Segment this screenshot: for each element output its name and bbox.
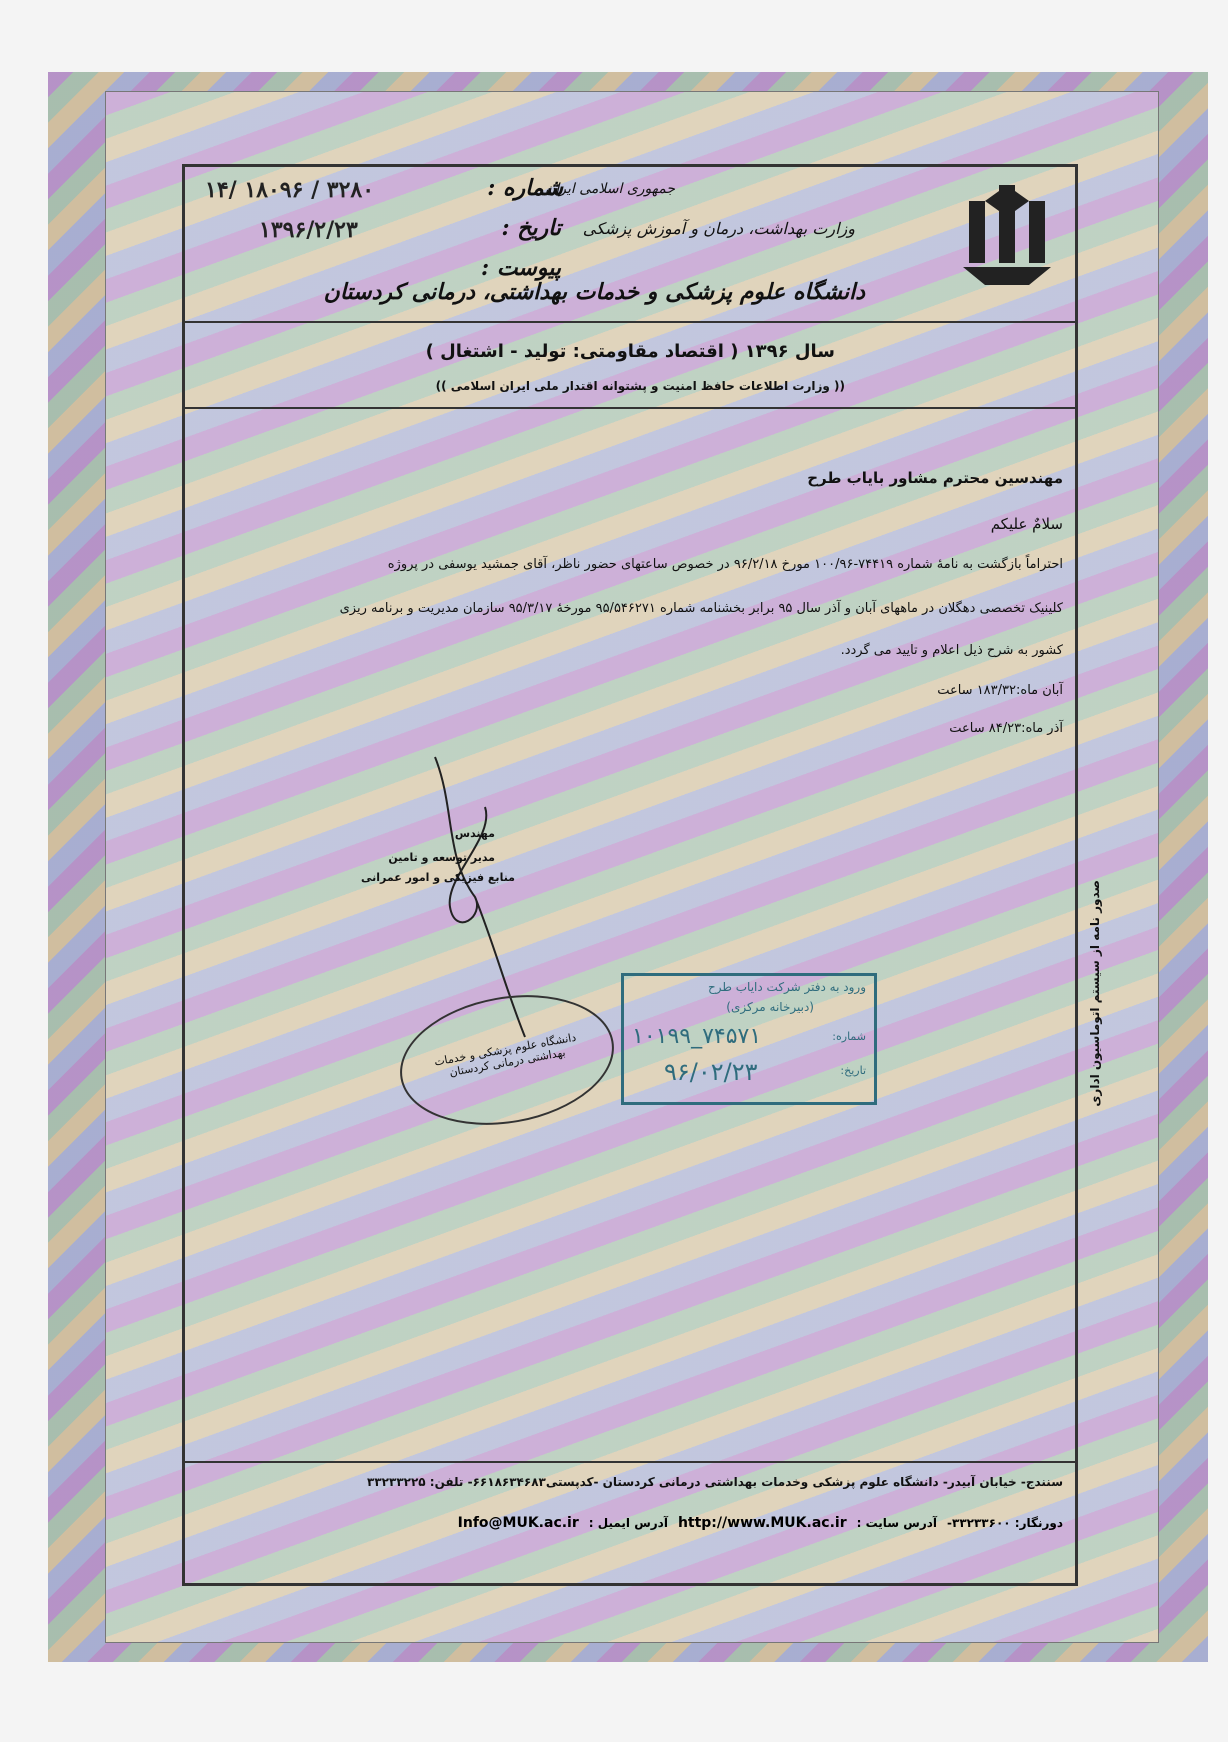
slogan-line-2: (( وزارت اطلاعات حافظ امنیت و پشتوانه اقتدار ملی ایران اسلامی ))	[435, 379, 845, 393]
received-number-value: ۱۰۱۹۹_۷۴۵۷۱	[632, 1024, 762, 1049]
footer-email-label: آدرس ایمیل :	[588, 1516, 668, 1530]
slogan-divider	[185, 407, 1075, 409]
recipient: مهندسین محترم مشاور بایاب طرح	[807, 469, 1063, 487]
received-number-label: شماره:	[832, 1030, 866, 1043]
received-stamp-title: ورود به دفتر شرکت دایاب طرح	[708, 980, 866, 994]
ministry-title: وزارت بهداشت، درمان و آموزش پزشکی	[582, 219, 855, 238]
received-date-label: تاریخ:	[840, 1064, 866, 1077]
side-note: صدور نامه از سیستم اتوماسیون اداری	[1088, 880, 1102, 1107]
footer-email-link[interactable]: Info@MUK.ac.ir	[457, 1515, 579, 1531]
list-item-azar: آذر ماه:۸۴/۲۳ ساعت	[949, 721, 1063, 736]
footer-site-label: آدرس سایت :	[856, 1516, 938, 1530]
university-title: دانشگاه علوم پزشکی و خدمات بهداشتی، درمانی کردستان	[323, 279, 865, 305]
republic-title: جمهوری اسلامی ایران	[545, 181, 675, 197]
letter-frame	[182, 164, 1078, 1586]
date-label: تاریخ :	[501, 215, 561, 241]
footer-fax: دورنگار: ۳۳۲۳۳۶۰۰-	[947, 1516, 1063, 1530]
date-value: ۱۳۹۶/۲/۲۳	[259, 217, 358, 243]
paragraph-line-2: کلینیک تخصصی دهگلان در ماههای آبان و آذر سال ۹۵ برابر بخشنامه شماره ۹۵/۵۴۶۲۷۱ مورخهٔ ۹۵/۳/۱۷ سازمان مدیریت و برنامه ریزی	[339, 601, 1063, 616]
university-logo-icon	[959, 181, 1055, 289]
signer-title: مهندس	[454, 827, 495, 840]
paragraph-line-3: کشور به شرح ذیل اعلام و تایید می گردد.	[840, 643, 1063, 658]
attachment-label: پیوست :	[481, 255, 561, 281]
received-date-value: ۹۶/۰۲/۲۳	[664, 1058, 758, 1086]
number-label: شماره :	[487, 175, 563, 201]
seal-text: دانشگاه علوم پزشکی و خدمات بهداشتی درمانی کردستان	[433, 1030, 578, 1080]
greeting: سلامٌ علیکم	[990, 515, 1063, 533]
list-item-aban: آبان ماه:۱۸۳/۳۲ ساعت	[937, 683, 1063, 698]
footer-divider	[185, 1461, 1075, 1463]
signer-position: مدیر توسعه و تامین	[388, 851, 495, 864]
received-stamp	[621, 973, 877, 1105]
footer-site-link[interactable]: http://www.MUK.ac.ir	[677, 1515, 847, 1531]
header-divider	[185, 321, 1075, 323]
received-stamp-subtitle: (دبیرخانه مرکزی)	[726, 1000, 814, 1014]
footer-contact-row	[458, 1515, 1063, 1531]
number-value: ۱۴/ ۱۸۰۹۶ / ۳۲۸۰	[205, 177, 375, 203]
paragraph-line-1: احتراماً بازگشت به نامهٔ شماره ۷۴۴۱۹-۱۰۰/۹۶ مورخ ۹۶/۲/۱۸ در خصوص ساعتهای حضور ناظر، آقای جمشید یوسفی در پروژه	[387, 557, 1063, 572]
slogan-line-1: سال ۱۳۹۶ ( اقتصاد مقاومتی: تولید - اشتغال )	[425, 341, 835, 362]
signer-department: منابع فیزیکی و امور عمرانی	[361, 871, 515, 884]
footer-address: سنندج- خیابان آبیدر- دانشگاه علوم پزشکی وخدمات بهداشتی درمانی کردستان -کدپستی۶۶۱۸۶۳۴۶۸۳- تلفن: ۳۳۲۳۳۲۲۵	[367, 1475, 1063, 1489]
